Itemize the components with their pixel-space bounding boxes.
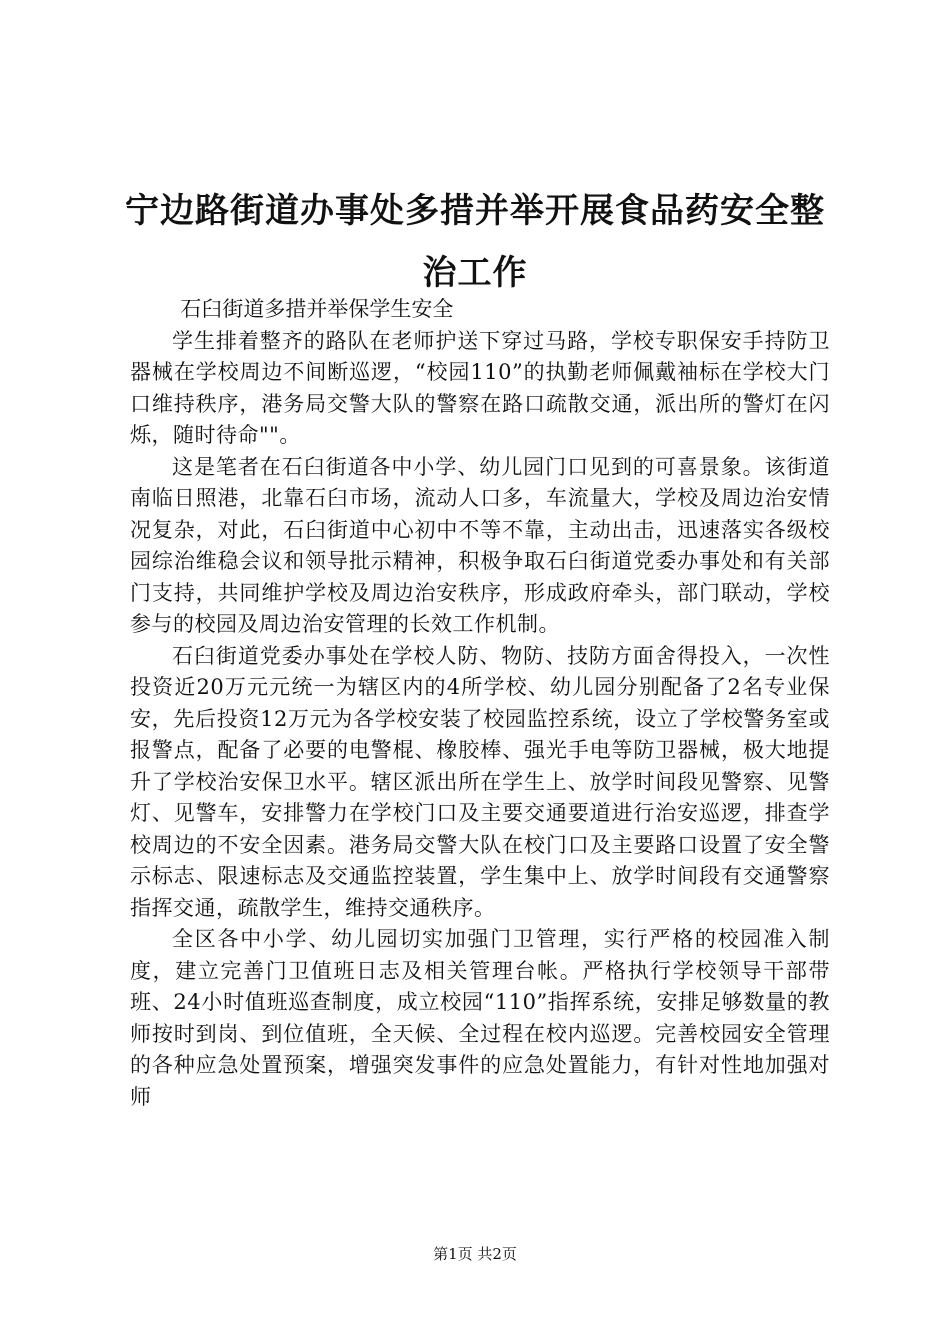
paragraph-2: 这是笔者在石臼街道各中小学、幼儿园门口见到的可喜景象。该街道南临日照港，北靠石臼市场，流动人口多，车流量大，学校及周边治安情况复杂，对此，石臼街道中心初中不等不靠，主动出击，迅速落实各级校园综治维稳会议和领导批示精神，积极争取石臼街道党委办事处和有关部门支持，共同维护学校及周边治安秩序，形成政府牵头，部门联动，学校参与的校园及周边治安管理的长效工作机制。 [130, 454, 830, 636]
paragraph-1: 学生排着整齐的路队在老师护送下穿过马路，学校专职保安手持防卫器械在学校周边不间断巡逻，“校园110”的执勤老师佩戴袖标在学校大门口维持秩序，港务局交警大队的警察在路口疏散交通，派出所的警灯在闪烁，随时待命""。 [130, 328, 830, 447]
document-body [130, 294, 830, 1113]
paragraph-3: 石臼街道党委办事处在学校人防、物防、技防方面舍得投入，一次性投资近20万元元统一为辖区内的4所学校、幼儿园分别配备了2名专业保安，先后投资12万元为各学校安装了校园监控系统，设立了学校警务室或报警点，配备了必要的电警棍、橡胶棒、强光手电等防卫器械，极大地提升了学校治安保卫水平。辖区派出所在学生上、放学时间段见警察、见警灯、见警车，安排警力在学校门口及主要交通要道进行治安巡逻，排查学校周边的不安全因素。港务局交警大队在校门口及主要路口设置了安全警示标志、限速标志及交通监控装置，学生集中上、放学时间段有交通警察指挥交通，疏散学生，维持交通秩序。 [130, 643, 830, 920]
document-subtitle: 石臼街道多措并举保学生安全 [180, 297, 454, 321]
page-number-footer: 第1页 共2页 [433, 1245, 517, 1263]
document-title: 宁边路街道办事处多措并举开展食品药安全整治工作 [125, 191, 825, 293]
paragraph-4: 全区各中小学、幼儿园切实加强门卫管理，实行严格的校园准入制度，建立完善门卫值班日志及相关管理台帐。严格执行学校领导干部带班、24小时值班巡查制度，成立校园“110”指挥系统，安排足够数量的教师按时到岗、到位值班，全天候、全过程在校内巡逻。完善校园安全管理的各种应急处置预案，增强突发事件的应急处置能力，有针对性地加强对师 [130, 927, 830, 1109]
